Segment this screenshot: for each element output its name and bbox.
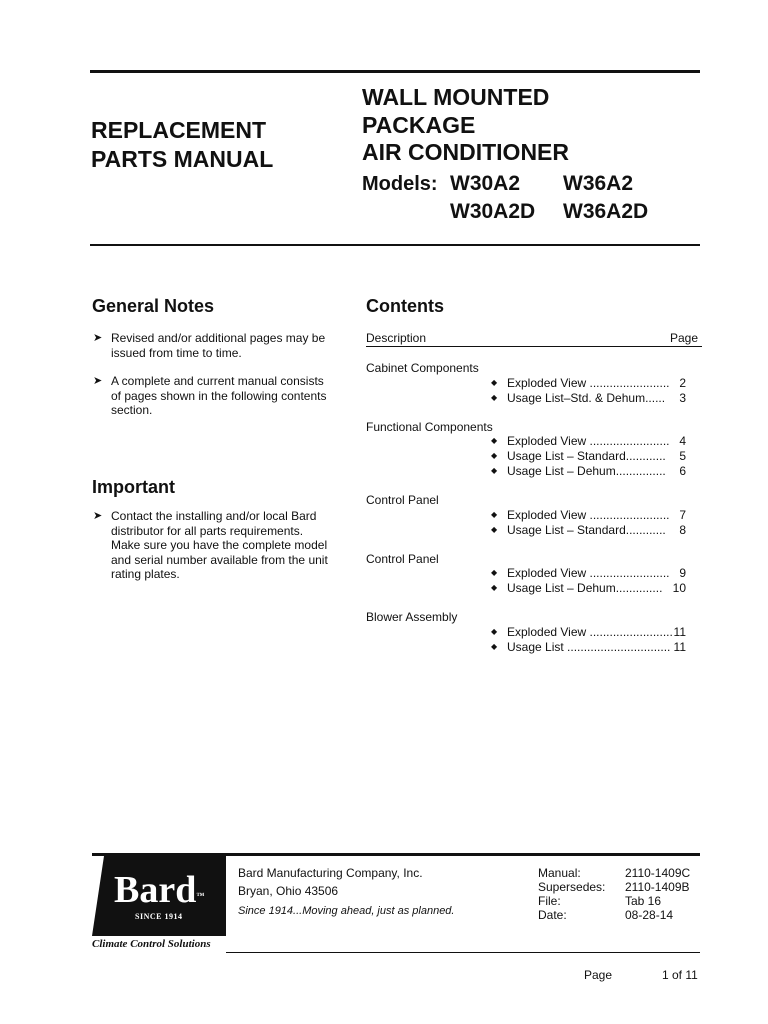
contents-table	[366, 331, 702, 655]
contents-group-title: Cabinet Components	[366, 361, 479, 375]
contents-group	[366, 610, 702, 655]
contents-group	[366, 361, 702, 406]
document-meta	[538, 866, 691, 922]
product-title	[362, 84, 569, 167]
contents-page-number: 5	[679, 449, 686, 463]
meta-value: 08-28-14	[625, 908, 674, 922]
contents-item[interactable]: ◆ Exploded View ........................ 4	[491, 434, 686, 448]
meta-label: Manual:	[538, 866, 581, 880]
note-item: ➤ A complete and current manual consists of pages shown in the following contents section.	[93, 374, 327, 417]
meta-label: Supersedes:	[538, 880, 606, 894]
contents-page-number: 4	[679, 434, 686, 448]
note-item: ➤ Contact the installing and/or local Bard distributor for all parts requirements. Make sure you have the complete model and serial number available from the unit rating plates.	[93, 509, 328, 581]
top-rule	[90, 70, 700, 73]
contents-group	[366, 420, 702, 480]
note-item: ➤ Revised and/or additional pages may be issued from time to time.	[93, 331, 326, 360]
diamond-bullet-icon: ◆	[491, 583, 498, 592]
manual-title	[91, 116, 273, 174]
arrow-bullet-icon: ➤	[93, 510, 103, 522]
contents-item[interactable]: ◆ Usage List–Std. & Dehum...... 3	[491, 390, 686, 405]
header-rule	[90, 244, 700, 246]
company-name: Bard Manufacturing Company, Inc.	[238, 866, 423, 880]
diamond-bullet-icon: ◆	[491, 626, 498, 636]
page-number: 1 of 11	[662, 968, 698, 982]
logo-tagline: Climate Control Solutions	[92, 938, 211, 950]
general-notes-heading: General Notes	[92, 296, 215, 316]
meta-label: File:	[538, 894, 561, 908]
diamond-bullet-icon: ◆	[491, 568, 498, 577]
diamond-bullet-icon: ◆	[491, 436, 498, 445]
contents-group	[366, 493, 702, 538]
contents-item[interactable]: ◆ Exploded View ........................ 9	[491, 566, 686, 580]
contents-group	[366, 552, 702, 597]
contents-heading: Contents	[366, 296, 444, 316]
contents-item[interactable]: ◆ Usage List – Dehum............... 6	[491, 464, 686, 478]
logo-since: SINCE 1914	[135, 912, 183, 921]
meta-value: 2110-1409B	[625, 880, 690, 894]
contents-page-number: 2	[679, 375, 686, 390]
general-notes-list	[93, 331, 333, 432]
contents-col-description: Description	[366, 331, 427, 345]
manual-title-line-1: REPLACEMENT	[91, 117, 267, 143]
arrow-bullet-icon: ➤	[93, 332, 103, 344]
important-heading: Important	[92, 477, 175, 497]
diamond-bullet-icon: ◆	[491, 392, 498, 402]
product-title-line-1: WALL MOUNTED	[362, 84, 550, 110]
contents-page-number: 11	[673, 624, 686, 639]
bard-logo	[92, 856, 226, 952]
contents-item[interactable]: ◆ Exploded View ......................... 11	[491, 624, 686, 639]
contents-page-number: 8	[679, 522, 686, 537]
company-info	[238, 865, 454, 919]
contents-item[interactable]: ◆ Usage List ............................... 11	[491, 639, 686, 654]
model-name: W30A2	[450, 172, 521, 195]
page-label: Page	[584, 968, 613, 982]
arrow-bullet-icon: ➤	[93, 375, 103, 387]
logo-wordmark: Bard™	[114, 869, 205, 911]
model-name: W36A2	[563, 172, 634, 195]
important-list	[93, 509, 333, 596]
meta-value: 2110-1409C	[625, 866, 691, 880]
contents-page-number: 11	[673, 639, 686, 654]
contents-group-title: Functional Components	[366, 419, 493, 434]
contents-item[interactable]: ◆ Usage List – Standard............ 8	[491, 522, 686, 537]
diamond-bullet-icon: ◆	[491, 466, 498, 475]
diamond-bullet-icon: ◆	[491, 377, 498, 387]
product-title-line-3: AIR CONDITIONER	[362, 139, 569, 165]
meta-label: Date:	[538, 908, 567, 922]
contents-item[interactable]: ◆ Exploded View ........................ 2	[491, 375, 686, 390]
model-name: W30A2D	[450, 200, 536, 223]
contents-header-row	[366, 331, 702, 347]
contents-group-title: Blower Assembly	[366, 610, 458, 624]
company-slogan: Since 1914...Moving ahead, just as planned.	[238, 905, 455, 917]
contents-page-number: 10	[672, 581, 686, 595]
product-title-line-2: PACKAGE	[362, 111, 476, 138]
diamond-bullet-icon: ◆	[491, 509, 498, 519]
contents-item[interactable]: ◆ Exploded View ........................ 7	[491, 507, 686, 522]
diamond-bullet-icon: ◆	[491, 524, 498, 534]
company-address: Bryan, Ohio 43506	[238, 884, 339, 898]
manual-title-line-2: PARTS MANUAL	[91, 146, 274, 172]
models-label: Models:	[362, 173, 438, 195]
model-name: W36A2D	[563, 200, 649, 223]
contents-col-page: Page	[669, 331, 698, 345]
contents-page-number: 7	[679, 507, 686, 522]
contents-page-number: 3	[679, 390, 686, 405]
contents-item[interactable]: ◆ Usage List – Standard............ 5	[491, 449, 686, 463]
meta-value: Tab 16	[625, 894, 662, 908]
diamond-bullet-icon: ◆	[491, 641, 498, 651]
footer-bottom-rule	[226, 952, 700, 953]
contents-item[interactable]: ◆ Usage List – Dehum.............. 10	[491, 581, 686, 595]
contents-group-title: Control Panel	[366, 493, 439, 507]
models-block	[362, 170, 648, 226]
diamond-bullet-icon: ◆	[491, 451, 498, 460]
contents-page-number: 9	[679, 566, 686, 580]
contents-page-number: 6	[679, 464, 686, 478]
contents-group-title: Control Panel	[366, 551, 439, 566]
